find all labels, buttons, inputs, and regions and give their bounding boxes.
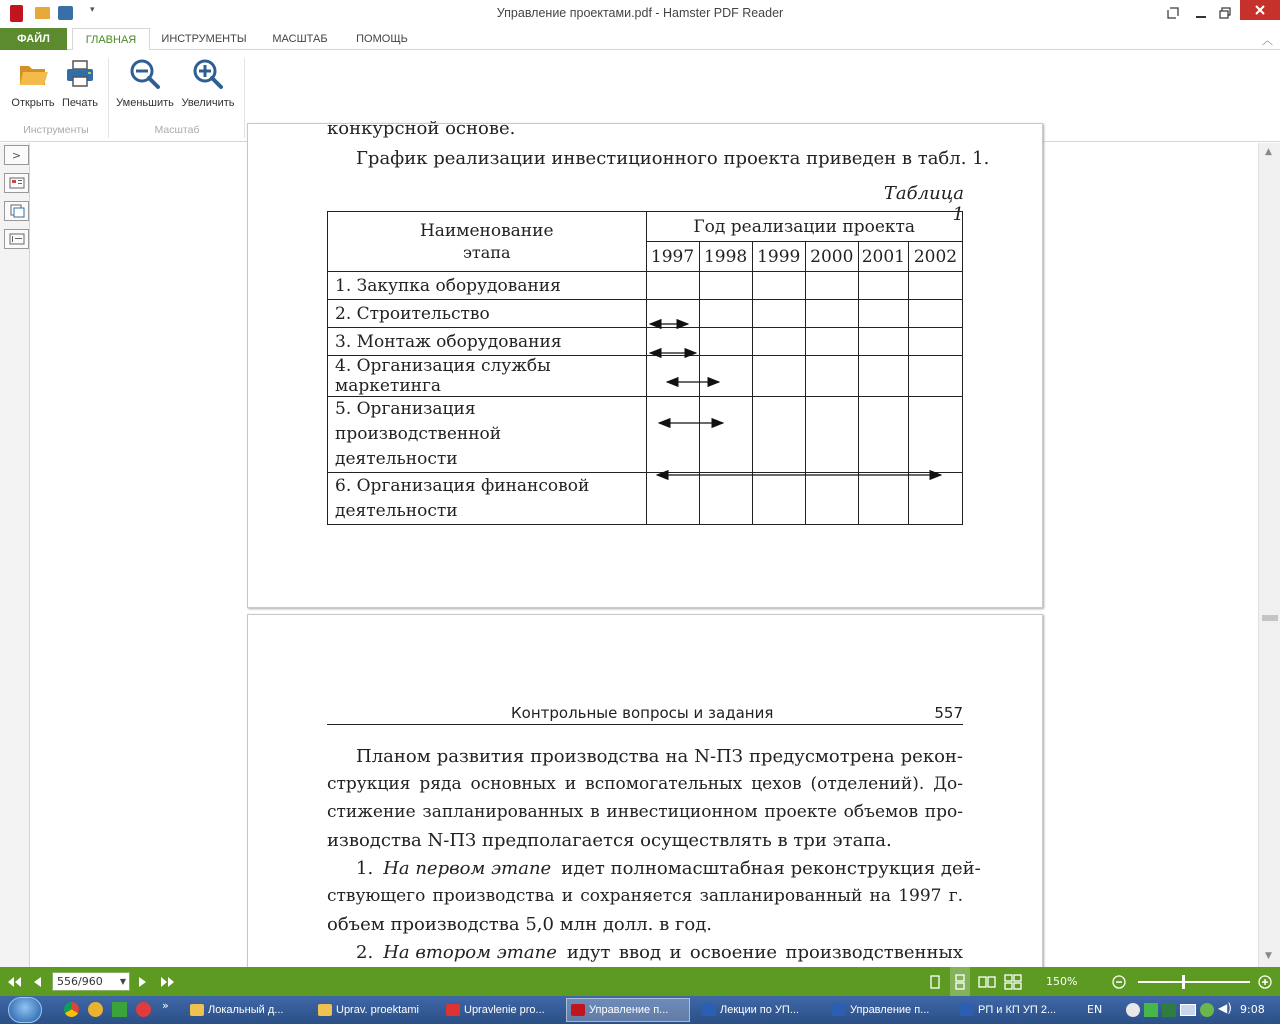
minimize-button[interactable] [1188, 0, 1214, 26]
chevron-right-icon: > [11, 148, 22, 162]
navigation-sidebar [0, 143, 30, 967]
quick-access-dropdown-icon[interactable]: ▾ [90, 5, 95, 15]
page-field-value: 556/960 [57, 975, 103, 988]
list-number: 2. [356, 942, 374, 963]
bookmarks-button[interactable] [4, 201, 29, 221]
zoom-out-small-icon[interactable] [1110, 967, 1128, 996]
pdf-reader-icon [571, 1004, 585, 1016]
tray-app-icon[interactable] [1162, 1003, 1176, 1017]
tab-home[interactable]: ГЛАВНАЯ [72, 28, 150, 51]
folder-icon [318, 1004, 332, 1016]
text-line: струкция ряда основных и вспомогательных цехов (отделений). До- [327, 774, 963, 794]
volume-icon[interactable]: ◀) [1218, 1001, 1232, 1015]
outline-icon [9, 233, 25, 245]
text-line: ствующего производства и сохраняется запланированный на 1997 г. [327, 886, 963, 906]
tab-help[interactable]: ПОМОЩЬ [356, 33, 408, 45]
ribbon-collapse-icon[interactable]: ︿ [1262, 34, 1273, 47]
taskbar-item-label: РП и КП УП 2... [978, 1004, 1057, 1016]
tab-file[interactable]: ФАЙЛ [0, 28, 67, 50]
taskbar [0, 996, 1280, 1024]
next-page-icon[interactable] [134, 967, 152, 996]
close-button[interactable] [1240, 0, 1280, 20]
open-button-label: Открыть [11, 97, 55, 109]
italic-phrase: На первом этапе [383, 858, 552, 879]
text-line: стижение запланированных в инвестиционном проекте объемов про- [327, 802, 963, 822]
window-title: Управление проектами.pdf - Hamster PDF Reader [496, 6, 784, 20]
text-line: объем производства 5,0 млн долл. в год. [327, 914, 713, 935]
text-fragment: идет полномасштабная реконструкция дей- [561, 858, 981, 879]
pdf-page [247, 118, 1043, 608]
open-button[interactable] [8, 58, 58, 110]
thumbnails-icon [9, 177, 25, 189]
group-label-tools: Инструменты [23, 124, 89, 136]
single-page-view-icon[interactable] [926, 967, 944, 996]
scroll-down-icon[interactable]: ▼ [1265, 951, 1272, 961]
continuous-view-icon[interactable] [950, 967, 970, 996]
stage-name-line1: 5. Организация производственной [335, 399, 502, 444]
chrome-icon[interactable] [64, 1002, 79, 1017]
text-line [356, 942, 963, 963]
group-separator [244, 58, 245, 138]
vertical-scrollbar[interactable] [1258, 143, 1280, 967]
stage-name: 1. Закупка оборудования [328, 272, 647, 300]
printer-icon [64, 58, 96, 90]
word-icon [832, 1004, 846, 1016]
taskbar-item-label: Управление п... [589, 1004, 669, 1016]
text-line: График реализации инвестиционного проекта приведен в табл. 1. [356, 148, 990, 169]
stage-name: 3. Монтаж оборудования [328, 328, 647, 356]
mail-icon[interactable] [88, 1002, 103, 1017]
stage-name-line1: 6. Организация финансовой [335, 475, 590, 496]
outline-button[interactable] [4, 229, 29, 249]
text-line: конкурсной основе. [327, 118, 516, 139]
zoom-in-button[interactable] [178, 58, 238, 110]
year-header: 2002 [908, 242, 962, 272]
year-header: 2001 [858, 242, 908, 272]
page-number-input[interactable] [52, 972, 130, 991]
taskbar-item-label: Uprav. proektami [336, 1004, 419, 1016]
start-button[interactable] [8, 997, 42, 1023]
scroll-up-icon[interactable]: ▲ [1265, 147, 1272, 157]
two-page-continuous-icon[interactable] [1002, 967, 1024, 996]
zoom-out-button-label: Уменьшить [116, 97, 174, 109]
status-bar [0, 967, 1280, 996]
scroll-thumb[interactable] [1262, 615, 1278, 621]
security-icon[interactable] [1126, 1003, 1140, 1017]
table-header-years: Год реализации проекта [646, 212, 963, 242]
header-stage-line2: этапа [462, 242, 511, 262]
zoom-in-small-icon[interactable] [1256, 967, 1274, 996]
taskbar-item-label: Upravlenie pro... [464, 1004, 545, 1016]
text-line [356, 858, 981, 879]
yandex-browser-icon[interactable] [136, 1002, 151, 1017]
taskbar-item[interactable] [828, 998, 952, 1022]
taskbar-item[interactable] [314, 998, 438, 1022]
header-rule [327, 724, 963, 725]
two-page-view-icon[interactable] [976, 967, 998, 996]
clock[interactable]: 9:08 [1240, 1003, 1265, 1016]
taskbar-item-active[interactable] [566, 998, 690, 1022]
first-page-icon[interactable] [4, 967, 24, 996]
thumbnails-button[interactable] [4, 173, 29, 193]
pdf-page [247, 614, 1043, 1014]
maximize-button[interactable] [1212, 0, 1238, 26]
restore-icon [1219, 7, 1231, 19]
taskbar-item-label: Локальный д... [208, 1004, 284, 1016]
stage-name-line2: деятельности [335, 449, 458, 469]
page-dropdown-icon[interactable]: ▼ [119, 977, 126, 986]
zoom-out-button[interactable] [112, 58, 178, 110]
year-header: 1997 [646, 242, 699, 272]
taskbar-item-label: Лекции по УП... [720, 1004, 799, 1016]
fullscreen-icon [1166, 6, 1180, 20]
pdf-icon [446, 1004, 460, 1016]
zoom-level: 150% [1046, 975, 1078, 988]
year-header: 1999 [752, 242, 805, 272]
taskbar-item[interactable] [698, 998, 824, 1022]
taskbar-item[interactable] [186, 998, 310, 1022]
print-button[interactable] [58, 58, 102, 110]
stage-name: 2. Строительство [328, 300, 647, 328]
year-header: 1998 [699, 242, 752, 272]
tab-tools[interactable]: ИНСТРУМЕНТЫ [161, 33, 247, 45]
text-line: Планом развития производства на N-ПЗ предусмотрена рекон- [356, 746, 963, 767]
running-head: Контрольные вопросы и задания [511, 704, 774, 722]
group-separator [108, 58, 109, 138]
folder-icon [190, 1004, 204, 1016]
keyboard-layout-icon[interactable] [1180, 1004, 1196, 1016]
folder-open-icon [17, 58, 49, 90]
stage-name-line2: деятельности [335, 500, 458, 521]
word-icon [960, 1004, 974, 1016]
taskbar-item-label: Управление п... [850, 1004, 930, 1016]
fullscreen-button[interactable] [1160, 0, 1186, 26]
list-number: 1. [356, 858, 374, 879]
zoom-slider[interactable] [1138, 981, 1250, 983]
tray-app-icon[interactable] [1144, 1003, 1158, 1017]
expand-sidebar-button[interactable] [4, 145, 29, 165]
zoom-out-icon [129, 58, 161, 90]
header-stage-line1: Наименование [419, 220, 554, 241]
minimize-icon [1195, 7, 1207, 19]
taskbar-item[interactable] [442, 998, 562, 1022]
zoom-slider-thumb[interactable] [1182, 975, 1185, 989]
print-button-label: Печать [61, 97, 99, 109]
table-caption: Таблица 1 [883, 183, 964, 225]
title-bar [0, 0, 1280, 28]
pages-icon [9, 204, 25, 218]
text-line: изводства N-ПЗ предполагается осуществлять в три этапа. [327, 830, 892, 851]
previous-page-icon[interactable] [28, 967, 46, 996]
ribbon-tabs [0, 28, 1280, 50]
text-fragment: идут ввод и освоение производственных [566, 942, 963, 963]
app-icon[interactable] [112, 1002, 127, 1017]
quicklaunch-more-icon[interactable]: » [162, 999, 169, 1012]
page-number: 557 [934, 704, 963, 722]
tab-zoom[interactable]: МАСШТАБ [272, 33, 328, 45]
schedule-arrows [248, 124, 1044, 609]
word-icon [702, 1004, 716, 1016]
network-icon[interactable] [1200, 1003, 1214, 1017]
year-header: 2000 [805, 242, 858, 272]
last-page-icon[interactable] [158, 967, 178, 996]
zoom-in-button-label: Увеличить [181, 97, 235, 109]
group-label-zoom: Масштаб [154, 124, 200, 136]
close-icon [1254, 4, 1266, 16]
stage-name: 4. Организация службы маркетинга [328, 356, 647, 397]
zoom-in-icon [192, 58, 224, 90]
language-indicator[interactable]: EN [1087, 1003, 1103, 1016]
italic-phrase: На втором этапе [383, 942, 557, 963]
taskbar-item[interactable] [956, 998, 1080, 1022]
